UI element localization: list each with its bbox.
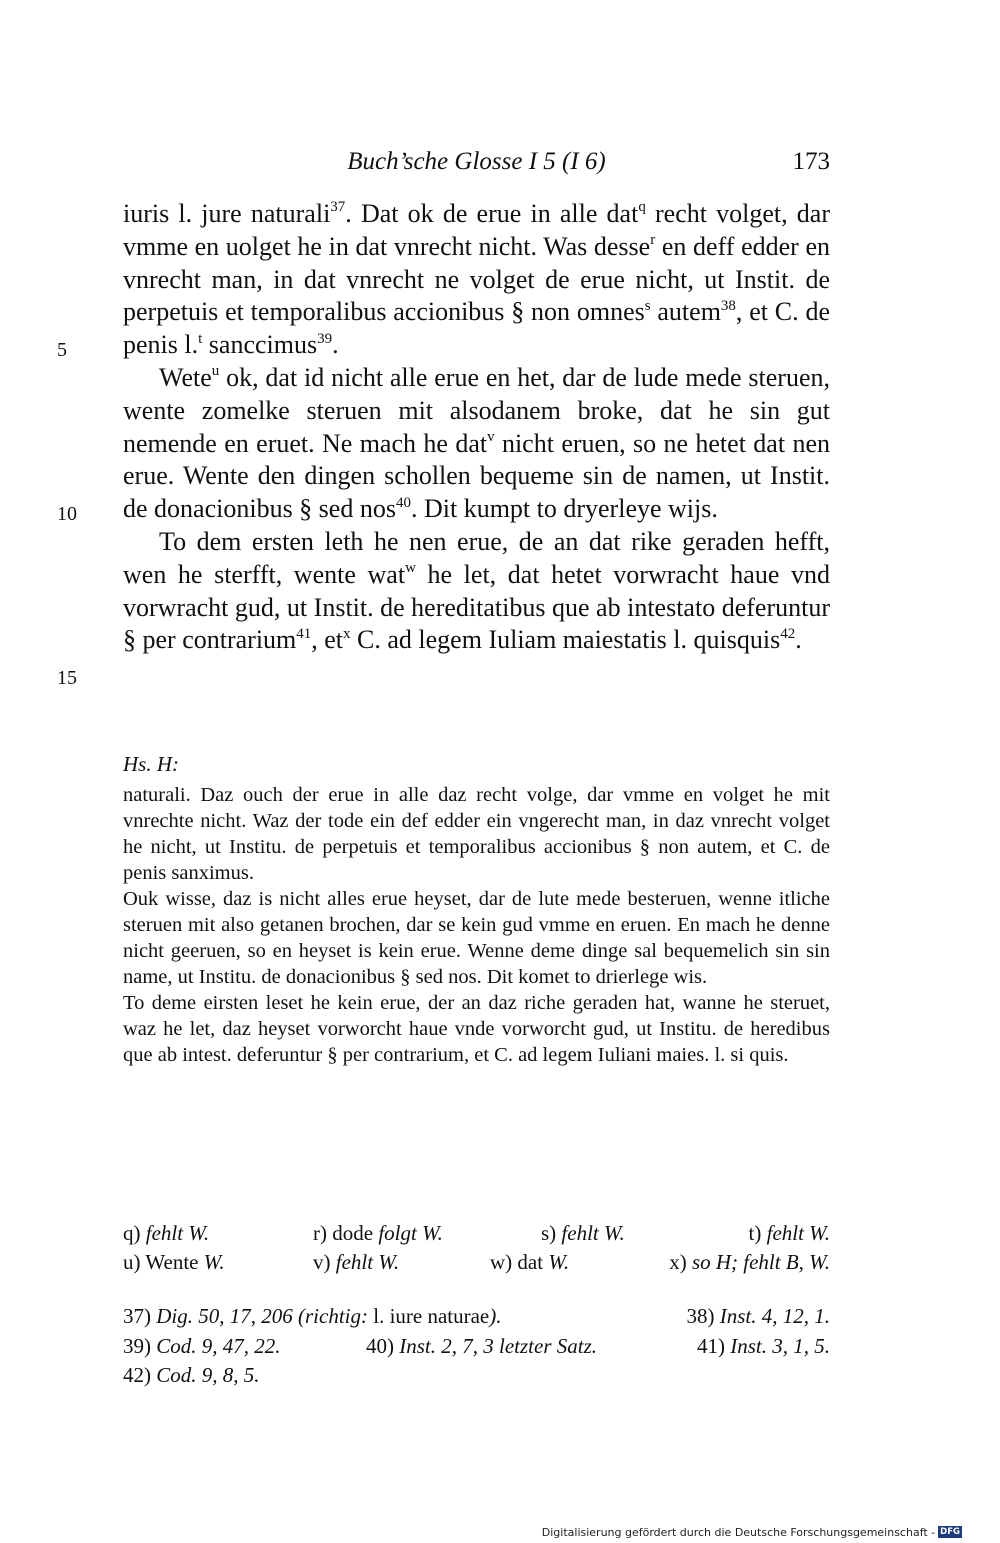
note-siglum: fehlt W. [145,1221,210,1245]
variant-notes-row-2 [123,1250,830,1276]
footnote-text: Inst. 2, 7, 3 letzter Satz. [399,1334,597,1358]
note-mark: v) [313,1250,331,1274]
variant-note-s [541,1221,625,1246]
text-run: iuris l. jure naturali [123,199,331,228]
note-text: Wente [145,1250,204,1274]
note-mark: q) [123,1221,141,1245]
note-siglum: so H; fehlt B, W. [691,1250,830,1274]
text-run: , et C. de penis l. [123,297,830,360]
variant-ref-v: v [487,428,495,445]
note-mark: r) [313,1221,327,1245]
text-run: en deff edder en vnrecht man, in dat vnrecht ne volget de erue nicht, ut Instit. de perpetuis et temporalibus accionibus § non omnes [123,231,830,327]
manuscript-text [123,782,830,1068]
page-header [123,146,830,180]
text-run: . Dit kumpt to dryerleye wijs. [410,494,718,524]
note-mark: u) [123,1250,141,1274]
footnote-text: Inst. 4, 12, 1. [719,1304,830,1328]
variant-ref-w: w [405,560,416,577]
text-run: . [332,330,339,360]
variant-note-r [313,1221,443,1246]
page-number: 173 [792,148,830,175]
text-run: he let, dat hetet vorwracht haue vnd vorwracht gud, ut Instit. de hereditatibus que ab intestato deferuntur § per contrarium [123,559,831,655]
note-siglum: fehlt W. [561,1221,625,1245]
footnote-text: Cod. 9, 8, 5. [156,1363,260,1387]
footnote-mark: 42) [123,1363,151,1387]
text-run: To dem ersten leth he nen erue, de an dat rike geraden hefft, wen he sterfft, wente wat [123,526,830,589]
main-paragraph-3 [123,526,830,657]
manuscript-label: Hs. H: [123,752,179,776]
footnote-41 [697,1334,830,1359]
variant-ref-r: r [650,232,656,249]
dfg-logo: DFG [940,1527,960,1537]
line-number-5: 5 [57,339,67,361]
footnote-37 [123,1304,502,1329]
text-run: . [795,625,802,655]
footnote-mark: 41) [697,1334,725,1358]
digitization-credit [542,1524,962,1540]
note-siglum: fehlt W. [766,1221,830,1245]
text-run: Wete [159,362,212,392]
variant-ref-t: t [198,330,203,347]
footnote-text: Dig. 50, 17, 206 (richtig: [156,1304,368,1328]
text-run: recht volget, dar vmme en uolget he in dat vnrecht nicht. Was desse [123,199,830,261]
manuscript-paragraph-1: naturali. Daz ouch der erue in alle daz recht volge, dar vmme en volget he mit vnrechte nicht. Waz der tode ein def edder ein vngerecht man, in daz vnrecht volget he nicht, ut Institu. de perpetuis et temporalibus accionibus § non autem, et C. de penis sanximus. [123,784,830,884]
variant-note-v [313,1250,399,1275]
note-mark: t) [748,1221,762,1245]
variant-note-x [669,1250,830,1275]
footnote-mark: 40) [366,1334,394,1358]
variant-ref-u: u [211,363,220,380]
text-run: . Dat ok de erue in alle dat [345,199,639,228]
note-siglum: W. [203,1250,225,1274]
manuscript-paragraph-3: To deme eirsten leset he kein erue, der an daz riche geraden hat, wanne he steruet, waz he let, daz heyset vorworcht haue vnde vorworcht gud, ut Institu. de heredibus que ab intest. deferuntur § per contrarium, et C. ad legem Iuliani maies. l. si quis. [123,992,830,1066]
variant-notes-row-1 [123,1221,830,1247]
variant-ref-q: q [638,199,646,216]
text-run: autem [650,297,721,327]
note-text: dat [517,1250,549,1274]
manuscript-paragraph-2: Ouk wisse, daz is nicht alles erue heyset, dar de lute mede besteruen, wenne itliche steruen mit also getanen brochen, dar se kein gud vmme en eruen. En mach he denne nicht geeruen, so en heyset is kein erue. Wenne deme dinge sal bequemelich sin sin name, ut Institu. de donacionibus § sed nos. Dit komet to drierlege wis. [123,888,830,988]
footnote-39 [123,1334,281,1359]
footnote-42 [123,1363,260,1388]
credit-text: Digitalisierung gefördert durch die Deutsche Forschungsgemeinschaft - [541,1525,936,1539]
note-siglum: folgt W. [378,1221,443,1245]
note-mark: w) [490,1250,513,1274]
note-siglum: fehlt W. [335,1250,400,1274]
footnote-ref-40: 40 [395,494,411,511]
footnote-40 [366,1334,597,1359]
footnote-38 [687,1304,831,1329]
text-run: ok, dat id nicht alle erue en het, dar de lude mede steruen, wente zomelke steruen mit alsodanem broke, dat he sin gut nemende en eruet. Ne mach he dat [123,362,830,458]
footnote-ref-41: 41 [296,625,312,642]
variant-ref-x: x [343,625,351,642]
note-mark: x) [669,1250,687,1274]
variant-note-w [490,1250,569,1275]
footnote-ref-38: 38 [720,297,736,314]
footnote-text: ). [489,1304,502,1328]
footnote-mark: 37) [123,1304,151,1328]
footnote-ref-39: 39 [317,330,333,347]
main-paragraph-1 [123,198,830,362]
note-mark: s) [541,1221,557,1245]
variant-ref-s: s [644,297,651,314]
footnote-ref-42: 42 [780,625,796,642]
variant-note-t [749,1221,830,1246]
text-run: sanccimus [202,330,318,360]
footnotes-row-3 [123,1363,830,1389]
running-title: Buch’sche Glosse I 5 (I 6) [347,148,606,175]
variant-note-u [123,1250,225,1275]
footnote-mark: 38) [686,1304,715,1328]
footnote-text: l. iure naturae [367,1304,490,1328]
main-text [123,198,830,657]
footnotes-row-1 [123,1304,830,1330]
note-text: dode [332,1221,379,1245]
footnote-ref-37: 37 [330,199,346,216]
footnotes-row-2 [123,1334,830,1360]
footnote-text: Cod. 9, 47, 22. [156,1334,281,1358]
text-run: nicht eruen, so ne hetet dat nen erue. Wente den dingen schollen bequeme sin de namen, ut Instit. de donacionibus § sed nos [123,428,830,524]
footnote-mark: 39) [123,1334,151,1358]
text-run: , et [311,625,344,655]
line-number-15: 15 [57,667,77,689]
main-paragraph-2 [123,362,830,526]
note-siglum: W. [548,1250,570,1274]
variant-note-q [123,1221,209,1246]
text-run: C. ad legem Iuliam maiestatis l. quisquis [350,625,781,655]
line-number-10: 10 [57,503,77,525]
footnote-text: Inst. 3, 1, 5. [730,1334,830,1358]
